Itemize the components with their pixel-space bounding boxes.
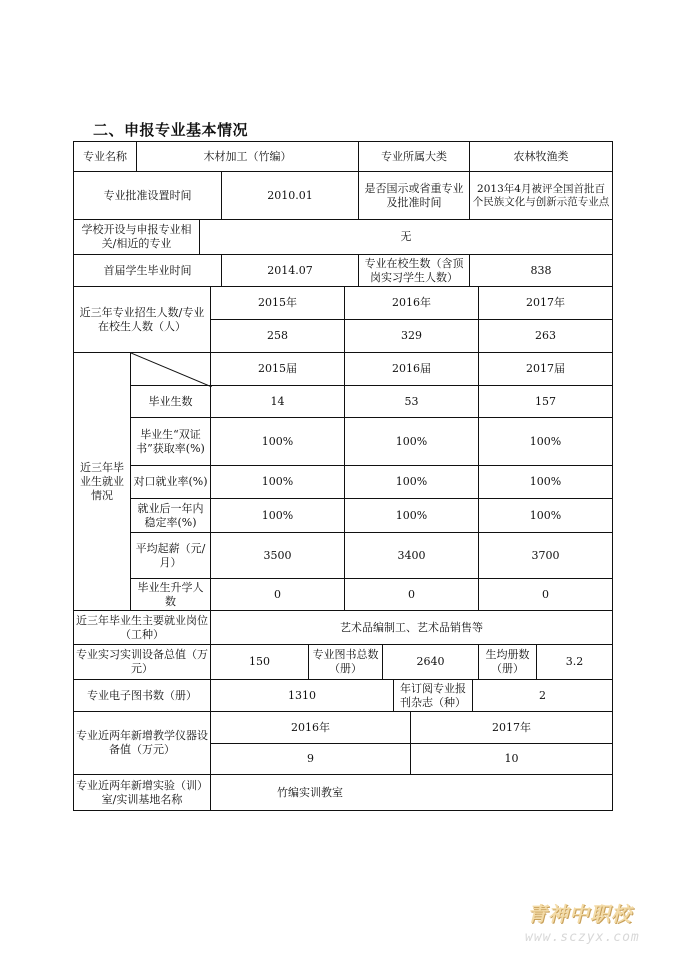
emp-row-label: 对口就业率(%) xyxy=(130,465,211,499)
emp-row-label: 毕业生升学人数 xyxy=(130,578,211,611)
major-name-value: 木材加工（竹编） xyxy=(136,141,359,172)
emp-value: 0 xyxy=(210,578,345,611)
emp-value: 100% xyxy=(478,417,613,466)
books-label: 专业图书总数（册） xyxy=(308,644,383,680)
category-label: 专业所属大类 xyxy=(358,141,470,172)
cohort-2017: 2017届 xyxy=(478,352,613,386)
positions-value: 艺术品编制工、艺术品销售等 xyxy=(210,610,613,645)
journals-label: 年订阅专业报刊杂志（种） xyxy=(393,679,473,712)
key-major-value: 2013年4月被评全国首批百个民族文化与创新示范专业点 xyxy=(469,171,613,220)
emp-value: 3700 xyxy=(478,532,613,579)
related-major-value: 无 xyxy=(199,219,613,255)
labs-value: 竹编实训教室 xyxy=(210,774,613,811)
equipment-label: 专业实习实训设备总值（万元） xyxy=(73,644,211,680)
diagonal-header-cell xyxy=(130,352,211,386)
recruit-year-2016: 2016年 xyxy=(344,286,479,320)
emp-value: 100% xyxy=(210,498,345,533)
recruit-value-2015: 258 xyxy=(210,319,345,353)
books-per-student-value: 3.2 xyxy=(536,644,613,680)
new-instruments-label: 专业近两年新增教学仪器设备值（万元） xyxy=(73,711,211,775)
new-instruments-value-2016: 9 xyxy=(210,743,411,775)
cohort-2016: 2016届 xyxy=(344,352,479,386)
emp-value: 3400 xyxy=(344,532,479,579)
positions-label: 近三年毕业生主要就业岗位（工种） xyxy=(73,610,211,645)
emp-value: 100% xyxy=(478,498,613,533)
section-title: 二、申报专业基本情况 xyxy=(93,121,249,139)
first-grad-value: 2014.07 xyxy=(221,254,359,287)
recruit-label: 近三年专业招生人数/专业在校生人数（人） xyxy=(73,286,211,353)
related-major-label: 学校开设与申报专业相关/相近的专业 xyxy=(73,219,200,255)
ebooks-value: 1310 xyxy=(210,679,394,712)
emp-value: 157 xyxy=(478,385,613,418)
emp-value: 100% xyxy=(344,465,479,499)
recruit-year-2017: 2017年 xyxy=(478,286,613,320)
books-value: 2640 xyxy=(382,644,479,680)
emp-row-label: 毕业生“双证书”获取率(%) xyxy=(130,417,211,466)
emp-value: 3500 xyxy=(210,532,345,579)
watermark-logo: 青神中职校 xyxy=(527,902,632,926)
approval-time-label: 专业批准设置时间 xyxy=(73,171,222,220)
emp-row-label: 毕业生数 xyxy=(130,385,211,418)
emp-value: 100% xyxy=(210,465,345,499)
emp-value: 100% xyxy=(478,465,613,499)
recruit-year-2015: 2015年 xyxy=(210,286,345,320)
emp-value: 53 xyxy=(344,385,479,418)
new-instruments-year-2016: 2016年 xyxy=(210,711,411,744)
watermark-url: www.sczyx.com xyxy=(525,930,640,945)
emp-value: 100% xyxy=(344,498,479,533)
emp-value: 0 xyxy=(344,578,479,611)
recruit-value-2016: 329 xyxy=(344,319,479,353)
employment-label: 近三年毕业生就业情况 xyxy=(73,352,131,611)
equipment-value: 150 xyxy=(210,644,309,680)
emp-row-label: 就业后一年内稳定率(%) xyxy=(130,498,211,533)
first-grad-label: 首届学生毕业时间 xyxy=(73,254,222,287)
approval-time-value: 2010.01 xyxy=(221,171,359,220)
category-value: 农林牧渔类 xyxy=(469,141,613,172)
key-major-label: 是否国示或省重专业及批准时间 xyxy=(358,171,470,220)
emp-value: 0 xyxy=(478,578,613,611)
emp-value: 100% xyxy=(210,417,345,466)
emp-row-label: 平均起薪（元/月） xyxy=(130,532,211,579)
recruit-value-2017: 263 xyxy=(478,319,613,353)
new-instruments-year-2017: 2017年 xyxy=(410,711,613,744)
books-per-student-label: 生均册数（册） xyxy=(478,644,537,680)
enrolled-label: 专业在校生数（含顶岗实习学生人数） xyxy=(358,254,470,287)
diagonal-line xyxy=(131,353,212,387)
cohort-2015: 2015届 xyxy=(210,352,345,386)
journals-value: 2 xyxy=(472,679,613,712)
ebooks-label: 专业电子图书数（册） xyxy=(73,679,211,712)
emp-value: 100% xyxy=(344,417,479,466)
new-instruments-value-2017: 10 xyxy=(410,743,613,775)
emp-value: 14 xyxy=(210,385,345,418)
enrolled-value: 838 xyxy=(469,254,613,287)
major-name-label: 专业名称 xyxy=(73,141,137,172)
labs-label: 专业近两年新增实验（训）室/实训基地名称 xyxy=(73,774,211,811)
